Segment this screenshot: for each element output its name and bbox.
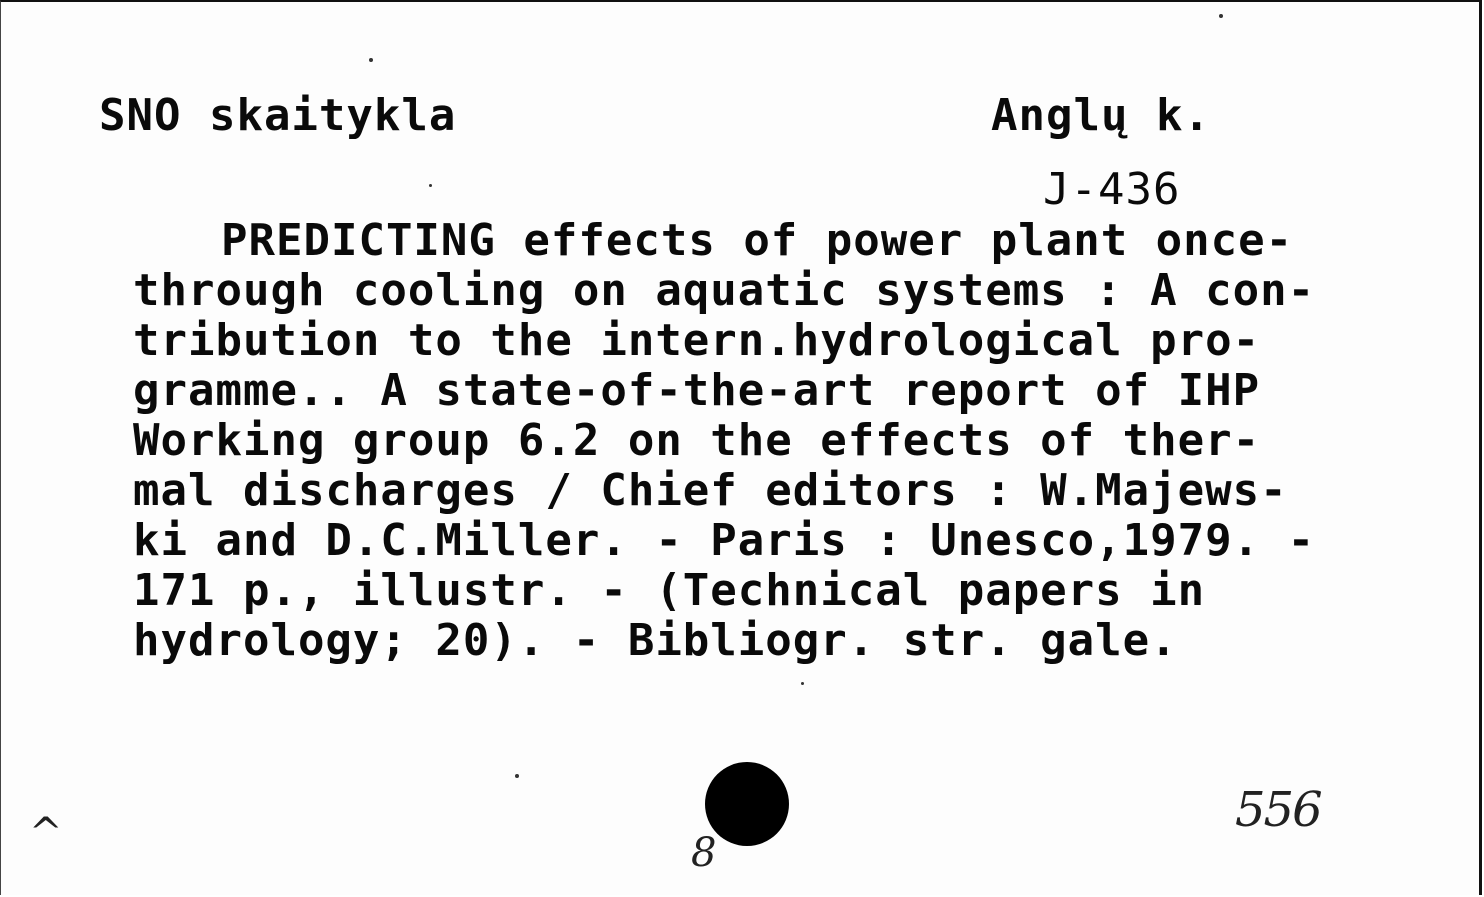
scan-speck xyxy=(369,58,373,62)
language-label: Anglų k. xyxy=(991,90,1211,141)
handwritten-mark-left: ^ xyxy=(29,810,63,856)
entry-line-1: PREDICTING effects of power plant once- xyxy=(221,215,1294,266)
call-number: J-436 xyxy=(1043,164,1181,215)
scan-speck xyxy=(515,774,519,778)
entry-line-4: gramme.. A state-of-the-art report of IHP xyxy=(133,365,1261,416)
entry-line-3: tribution to the intern.hydrological pro- xyxy=(133,315,1261,366)
scan-speck xyxy=(801,682,804,685)
scan-speck xyxy=(1219,14,1223,18)
entry-line-9: hydrology; 20). - Bibliogr. str. gale. xyxy=(133,615,1178,666)
handwritten-mark-bottom: 8 xyxy=(691,830,717,876)
entry-line-6: mal discharges / Chief editors : W.Majews- xyxy=(133,465,1288,516)
entry-line-5: Working group 6.2 on the effects of ther- xyxy=(133,415,1261,466)
entry-line-8: 171 p., illustr. - (Technical papers in xyxy=(133,565,1206,616)
punch-hole xyxy=(705,762,789,846)
entry-line-7: ki and D.C.Miller. - Paris : Unesco,1979. - xyxy=(133,515,1316,566)
library-name: SNO skaitykla xyxy=(99,90,457,141)
scan-speck xyxy=(429,184,432,187)
handwritten-number: 556 xyxy=(1235,782,1321,838)
entry-line-2: through cooling on aquatic systems : A con- xyxy=(133,265,1316,316)
bibliographic-entry xyxy=(133,216,1443,666)
